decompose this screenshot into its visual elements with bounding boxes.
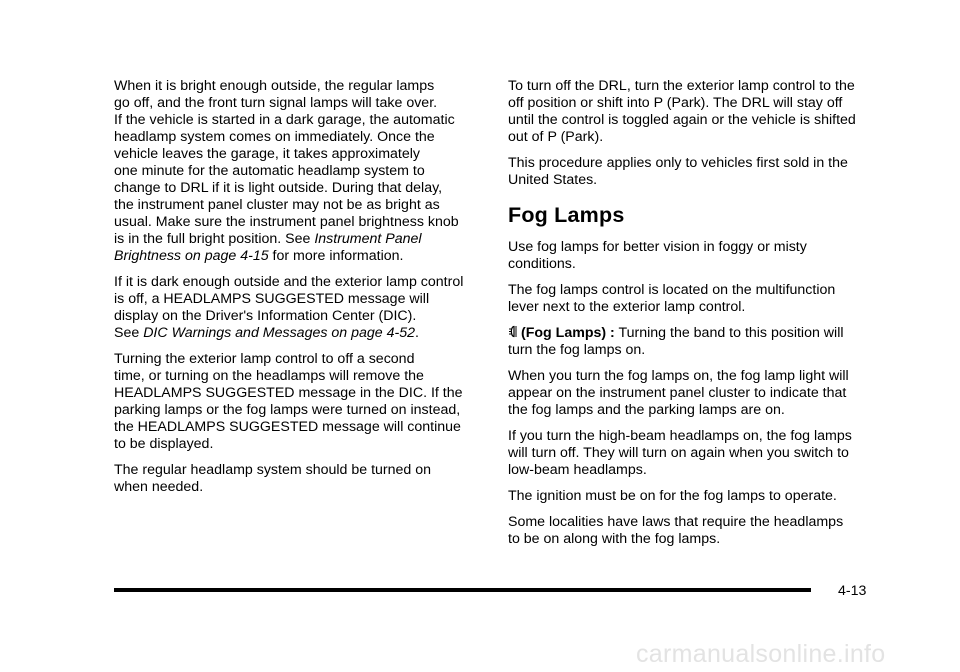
fog-lamp-icon xyxy=(508,325,519,338)
left-column xyxy=(114,78,486,505)
cross-reference-link[interactable]: Instrument Panel xyxy=(314,231,422,247)
paragraph-localities: Some localities have laws that require the headlamps to be on along with the fog lamps. xyxy=(508,514,844,547)
paragraph-high-beam: If you turn the high-beam headlamps on, the fog lamps will turn off. They will turn on again when you switch to low-beam headlamps. xyxy=(508,428,852,478)
paragraph-united-states: This procedure applies only to vehicles first sold in the United States. xyxy=(508,155,848,188)
paragraph-headlamps-suggested: If it is dark enough outside and the exterior lamp control is off, a HEADLAMPS SUGGESTED message will display on the Driver's Information Center (DIC). See DIC Warnings and Messages on page 4-52. xyxy=(114,274,464,341)
paragraph-automatic-headlamps: When it is bright enough outside, the regular lamps go off, and the front turn signal lamps will take over. If the vehicle is started in a dark garage, the automatic headlamp system comes on immediately. Once the vehicle leaves the garage, it takes approximately one minute for the automatic headlamp system to change to DRL if it is light outside. During that delay, the instrument panel cluster may not be as bright as usual. Make sure the instrument panel brightness knob is in the full bright position. See Instrument Panel Brightness on page 4-15 for more information. xyxy=(114,78,459,264)
paragraph-fog-indicator: When you turn the fog lamps on, the fog lamp light will appear on the instrument panel cluster to indicate that the fog lamps and the parking lamps are on. xyxy=(508,368,849,418)
page-number: 4-13 xyxy=(838,583,867,599)
paragraph-ignition: The ignition must be on for the fog lamps to operate. xyxy=(508,488,837,504)
footer-rule xyxy=(114,588,811,592)
paragraph-regular-headlamp: The regular headlamp system should be turned on when needed. xyxy=(114,462,432,495)
fog-lamps-label: (Fog Lamps) : xyxy=(521,325,615,341)
cross-reference-link[interactable]: Brightness on page 4-15 xyxy=(114,248,269,264)
section-heading-fog-lamps: Fog Lamps xyxy=(508,203,625,227)
paragraph-fog-lamps-control: (Fog Lamps) : Turning the band to this position will turn the fog lamps on. xyxy=(508,325,844,358)
right-column xyxy=(508,78,876,557)
paragraph-turn-off-drl: To turn off the DRL, turn the exterior lamp control to the off position or shift into P (Park). The DRL will stay off until the control is toggled again or the vehicle is shifted out of P (Park). xyxy=(508,78,856,145)
watermark-text: carmanualsonline.info xyxy=(636,640,886,668)
paragraph-fog-vision: Use fog lamps for better vision in foggy or misty conditions. xyxy=(508,239,807,272)
cross-reference-link[interactable]: DIC Warnings and Messages on page 4-52 xyxy=(143,325,416,341)
paragraph-fog-control-location: The fog lamps control is located on the multifunction lever next to the exterior lamp control. xyxy=(508,282,836,315)
paragraph-remove-message: Turning the exterior lamp control to off a second time, or turning on the headlamps will remove the HEADLAMPS SUGGESTED message in the DIC. If the parking lamps or the fog lamps were turned on instead, the HEADLAMPS SUGGESTED message will continue to be displayed. xyxy=(114,351,463,452)
